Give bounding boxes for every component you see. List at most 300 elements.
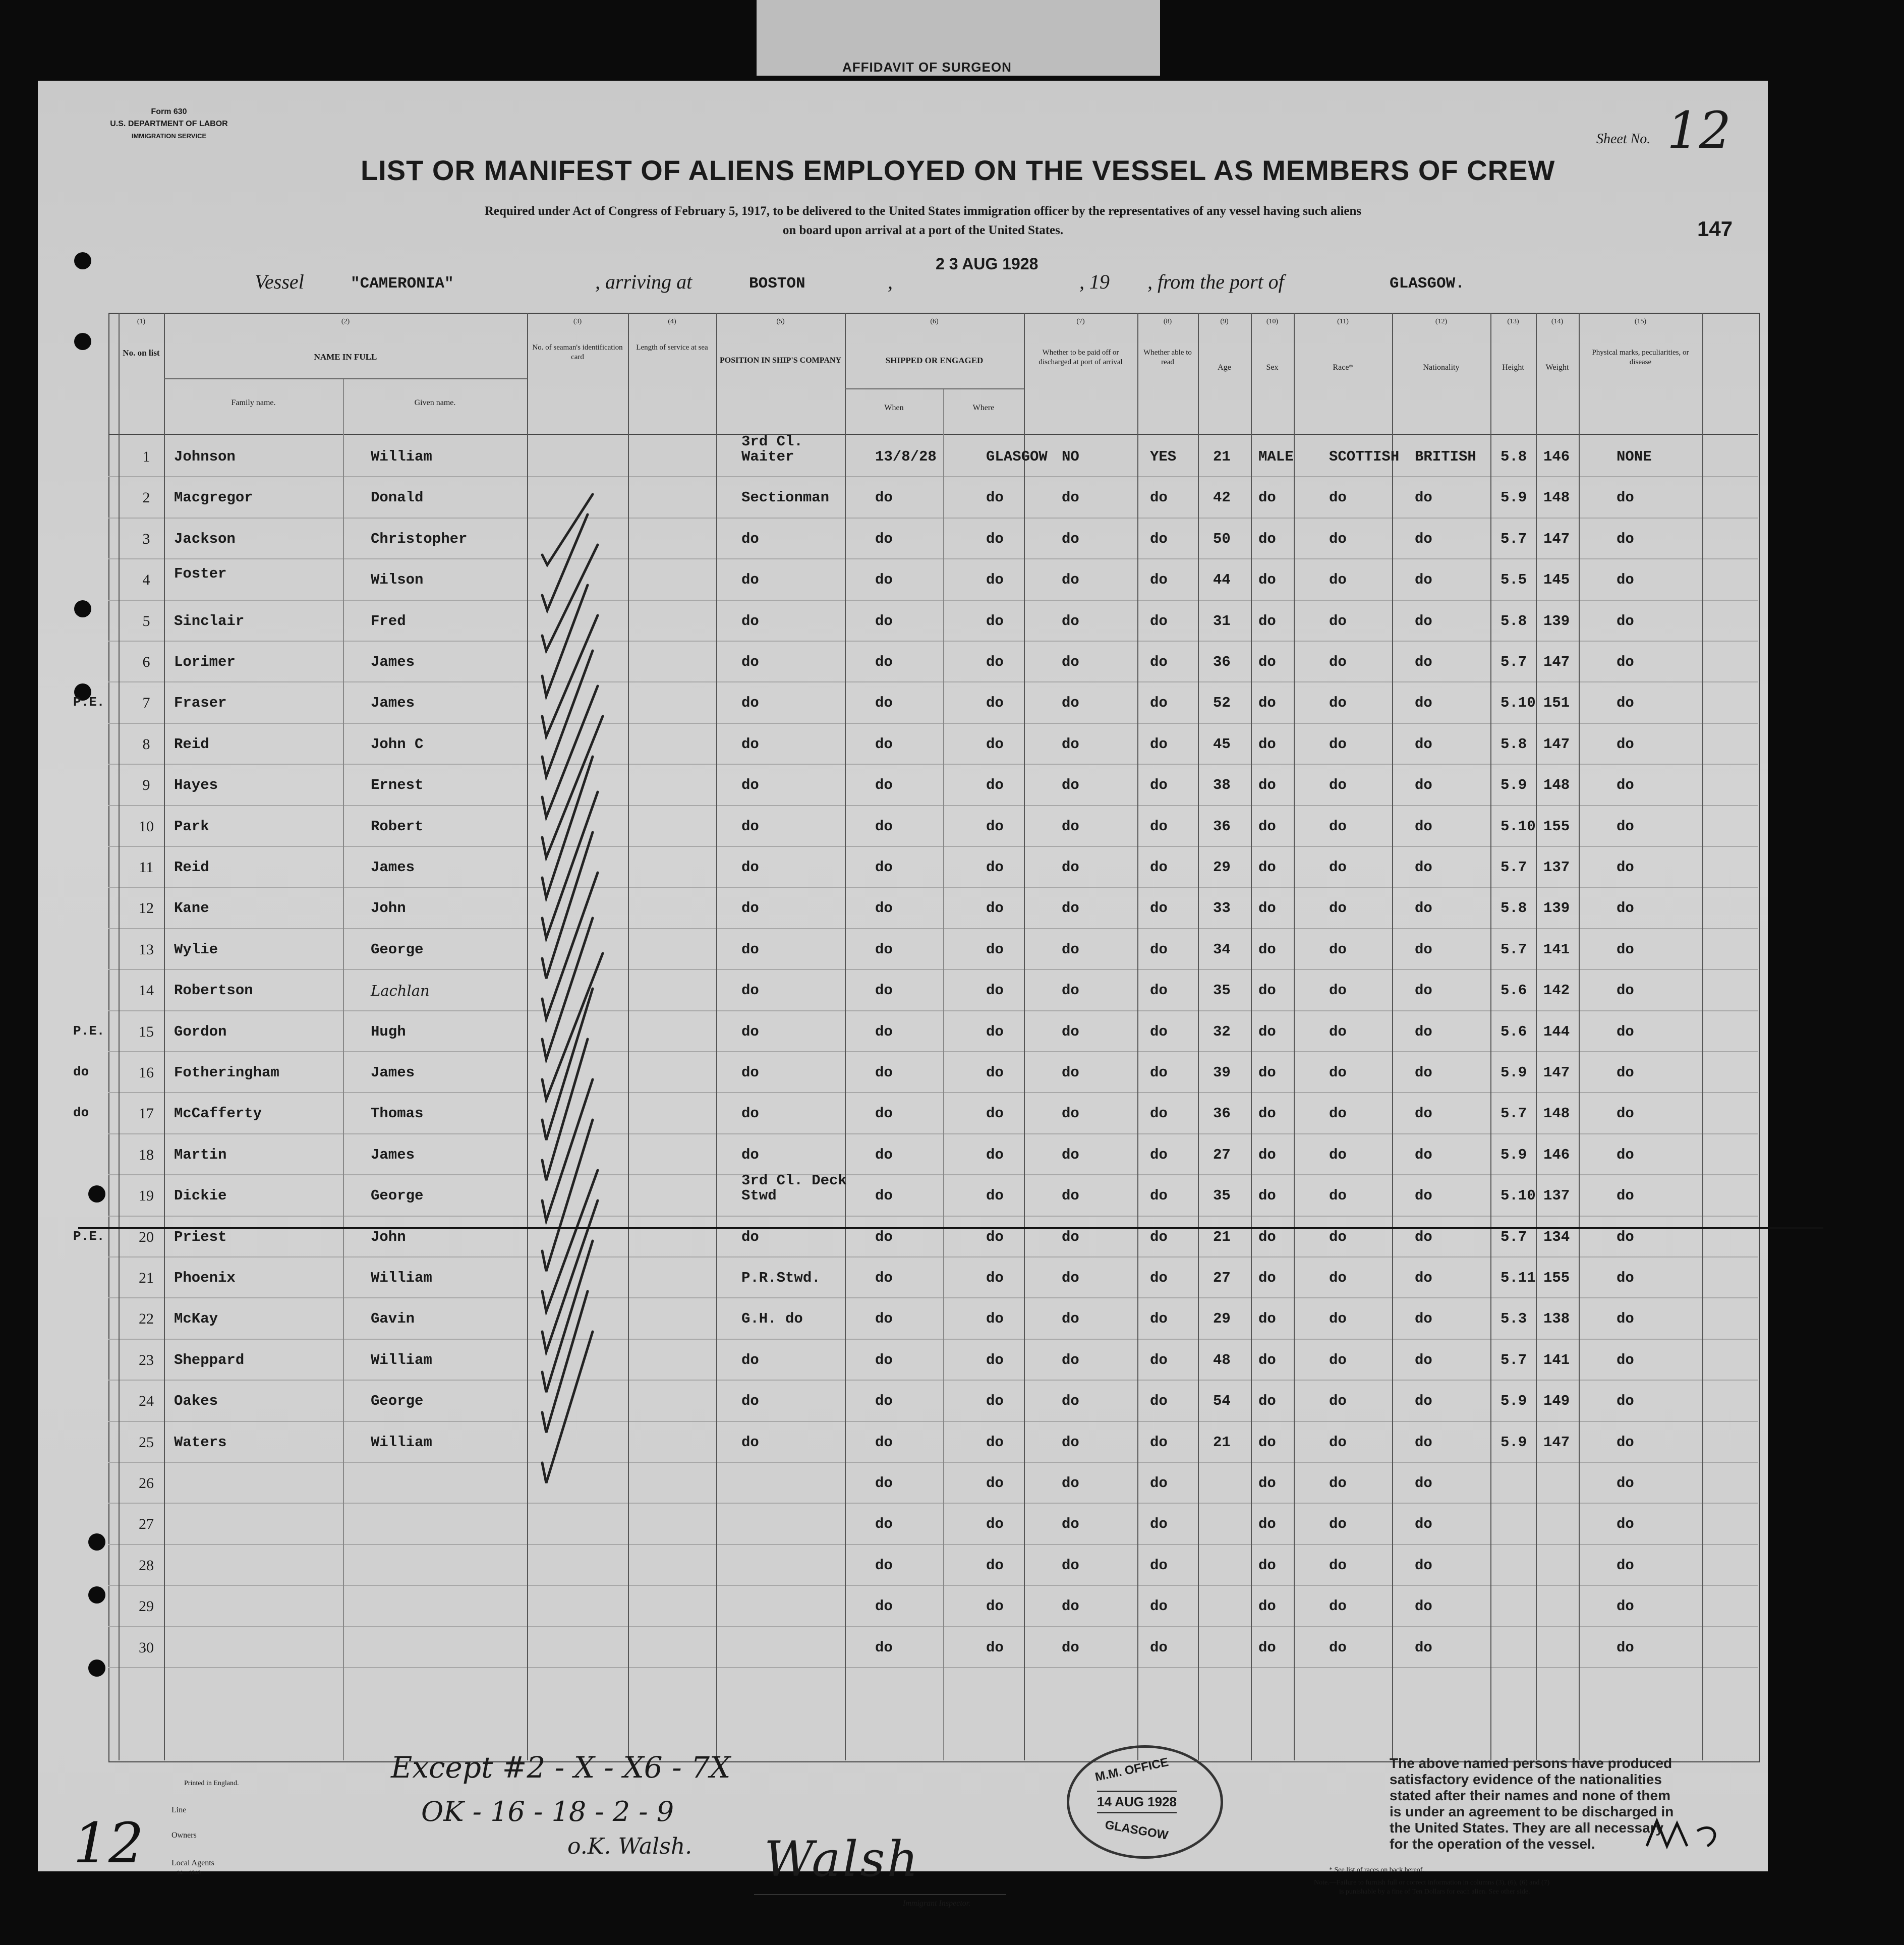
able-to-read: do xyxy=(1150,530,1168,547)
age: 27 xyxy=(1213,1270,1231,1286)
given-name: James xyxy=(371,859,415,876)
stamp-date: 14 AUG 1928 xyxy=(1097,1791,1177,1813)
nationality: do xyxy=(1415,1064,1432,1081)
paid-off: do xyxy=(1062,1023,1079,1040)
col-num: (7) xyxy=(1076,318,1085,325)
row-rule xyxy=(108,723,1758,724)
physical-marks: do xyxy=(1617,612,1634,630)
paid-off: do xyxy=(1062,735,1079,753)
col-num: (2) xyxy=(341,318,350,325)
page-number: 147 xyxy=(1697,217,1733,241)
column-divider xyxy=(628,313,629,1760)
physical-marks: do xyxy=(1617,818,1634,835)
height: 5.5 xyxy=(1501,571,1527,589)
ship-position: do xyxy=(741,735,759,753)
shipped-when: do xyxy=(875,1064,893,1081)
family-name: Phoenix xyxy=(174,1270,236,1286)
race: do xyxy=(1329,1023,1347,1040)
shipped-where: do xyxy=(986,1516,1004,1533)
shipped-when: do xyxy=(875,1187,893,1205)
weight: 148 xyxy=(1543,1105,1570,1122)
column-divider xyxy=(1024,313,1025,1760)
shipped-when: do xyxy=(875,982,893,999)
physical-marks: do xyxy=(1617,1228,1634,1245)
row-number: 2 xyxy=(142,489,150,506)
ship-position: do xyxy=(741,1228,759,1245)
able-to-read: do xyxy=(1150,695,1168,712)
sex: do xyxy=(1258,530,1276,547)
weight: 134 xyxy=(1543,1228,1570,1245)
shipped-where: do xyxy=(986,982,1004,999)
col-num: (1) xyxy=(137,318,146,325)
sex: do xyxy=(1258,818,1276,835)
row-rule xyxy=(108,928,1758,929)
age: 36 xyxy=(1213,818,1231,835)
given-name: Wilson xyxy=(371,571,424,589)
punch-hole xyxy=(74,333,91,350)
inspector-signature: Walsh xyxy=(764,1831,920,1887)
row-number: 12 xyxy=(139,900,154,917)
weight: 138 xyxy=(1543,1310,1570,1328)
left-margin-note: do xyxy=(73,1064,89,1079)
physical-marks: do xyxy=(1617,1187,1634,1205)
paid-off: do xyxy=(1062,489,1079,506)
row-number: 1 xyxy=(142,448,150,465)
paid-off: NO xyxy=(1062,448,1079,465)
shipped-when: do xyxy=(875,1434,893,1451)
manifest-subtitle xyxy=(255,202,1591,240)
family-name: Wylie xyxy=(174,941,218,958)
physical-marks: do xyxy=(1617,1516,1634,1533)
sex: do xyxy=(1258,941,1276,958)
ship-position: do xyxy=(741,1023,759,1040)
family-name: Reid xyxy=(174,735,209,753)
race: do xyxy=(1329,818,1347,835)
given-name: Ernest xyxy=(371,777,424,794)
family-name: Sheppard xyxy=(174,1351,245,1368)
sex: do xyxy=(1258,859,1276,876)
age: 54 xyxy=(1213,1393,1231,1410)
sex: do xyxy=(1258,1270,1276,1286)
shipped-subheader-line xyxy=(845,388,1024,389)
printed-in: Printed in England. xyxy=(184,1780,239,1787)
sex: do xyxy=(1258,612,1276,630)
shipped-when: do xyxy=(875,1310,893,1328)
family-name: Fraser xyxy=(174,695,227,712)
handwritten-except: Except #2 - X - X6 - 7X xyxy=(391,1750,731,1785)
able-to-read: do xyxy=(1150,1228,1168,1245)
paid-off: do xyxy=(1062,1434,1079,1451)
initials-mark xyxy=(1642,1811,1733,1856)
shipped-where: do xyxy=(986,1023,1004,1040)
inspector-label: Immigrant Inspector. xyxy=(903,1899,971,1908)
column-divider xyxy=(343,378,344,1760)
age: 44 xyxy=(1213,571,1231,589)
physical-marks: do xyxy=(1617,941,1634,958)
ship-position: do xyxy=(741,859,759,876)
row-rule xyxy=(108,1133,1758,1134)
age: 32 xyxy=(1213,1023,1231,1040)
shipped-when: do xyxy=(875,1475,893,1492)
sex: do xyxy=(1258,1310,1276,1328)
col-header-no: No. on list xyxy=(123,348,160,358)
able-to-read: do xyxy=(1150,1598,1168,1615)
certificate-line: is under an agreement to be discharged in xyxy=(1390,1804,1674,1819)
row-number: 13 xyxy=(139,941,154,958)
able-to-read: do xyxy=(1150,1064,1168,1081)
arrival-date-stamp: 2 3 AUG 1928 xyxy=(936,255,1038,273)
race: do xyxy=(1329,1270,1347,1286)
sex: do xyxy=(1258,777,1276,794)
race: do xyxy=(1329,1639,1347,1656)
row-rule xyxy=(108,805,1758,806)
paid-off: do xyxy=(1062,695,1079,712)
row-rule xyxy=(108,641,1758,642)
nationality: do xyxy=(1415,1105,1432,1122)
physical-marks: do xyxy=(1617,1270,1634,1286)
row-number: 27 xyxy=(139,1516,154,1533)
row-number: 29 xyxy=(139,1598,154,1615)
sheet-number: 12 xyxy=(1667,101,1732,160)
race: do xyxy=(1329,1475,1347,1492)
left-margin-note: do xyxy=(73,1105,89,1121)
left-margin-note: P.E. xyxy=(73,695,105,710)
weight: 155 xyxy=(1543,1270,1570,1286)
sheet-label: Sheet No. xyxy=(1596,131,1651,147)
shipped-where: do xyxy=(986,1064,1004,1081)
race: do xyxy=(1329,571,1347,589)
nationality: do xyxy=(1415,1516,1432,1533)
shipped-where: do xyxy=(986,777,1004,794)
shipped-when: do xyxy=(875,1598,893,1615)
row-number: 24 xyxy=(139,1393,154,1410)
shipped-when: do xyxy=(875,1146,893,1163)
height: 5.7 xyxy=(1501,654,1527,670)
given-name: William xyxy=(371,1351,432,1368)
able-to-read: do xyxy=(1150,941,1168,958)
nationality: do xyxy=(1415,695,1432,712)
paid-off: do xyxy=(1062,1475,1079,1492)
agents-label: Local Agents xyxy=(171,1859,214,1867)
row-rule xyxy=(108,1174,1758,1175)
able-to-read: do xyxy=(1150,1557,1168,1574)
ship-position: do xyxy=(741,1146,759,1163)
vessel-label: Vessel xyxy=(255,270,304,293)
row-rule xyxy=(108,1092,1758,1093)
paid-off: do xyxy=(1062,1598,1079,1615)
column-divider xyxy=(716,313,717,1760)
penalty-note-2: is punishable by a fine of Ten Dollars for each alien. See other side. xyxy=(1339,1888,1530,1896)
physical-marks: do xyxy=(1617,1639,1634,1656)
given-name: William xyxy=(371,448,432,465)
race: do xyxy=(1329,1310,1347,1328)
column-divider xyxy=(1251,313,1252,1760)
row-number: 16 xyxy=(139,1064,154,1081)
shipped-where: do xyxy=(986,859,1004,876)
able-to-read: do xyxy=(1150,1270,1168,1286)
shipped-when: do xyxy=(875,1351,893,1368)
race: do xyxy=(1329,1105,1347,1122)
paid-off: do xyxy=(1062,777,1079,794)
age: 27 xyxy=(1213,1146,1231,1163)
ship-position: do xyxy=(741,530,759,547)
physical-marks: do xyxy=(1617,1351,1634,1368)
race: do xyxy=(1329,1064,1347,1081)
col-num: (5) xyxy=(776,318,785,325)
row-rule xyxy=(108,476,1758,477)
paid-off: do xyxy=(1062,859,1079,876)
height: 5.7 xyxy=(1501,859,1527,876)
able-to-read: do xyxy=(1150,489,1168,506)
col-num: (4) xyxy=(668,318,676,325)
shipped-where: do xyxy=(986,1146,1004,1163)
given-name: James xyxy=(371,654,415,670)
given-name: Donald xyxy=(371,489,424,506)
row-rule xyxy=(108,681,1758,682)
nationality: do xyxy=(1415,1351,1432,1368)
ship-position: do xyxy=(741,1064,759,1081)
shipped-where: do xyxy=(986,489,1004,506)
weight: 137 xyxy=(1543,859,1570,876)
height: 5.9 xyxy=(1501,777,1527,794)
col-header-given: Given name. xyxy=(414,398,456,407)
height: 5.9 xyxy=(1501,1064,1527,1081)
shipped-when: do xyxy=(875,859,893,876)
shipped-when: do xyxy=(875,735,893,753)
physical-marks: do xyxy=(1617,489,1634,506)
row-number: 10 xyxy=(139,818,154,835)
family-name: Foster xyxy=(174,565,227,583)
able-to-read: do xyxy=(1150,1351,1168,1368)
ship-position: 3rd Cl. Waiter xyxy=(741,433,803,465)
column-divider xyxy=(119,313,120,1760)
able-to-read: do xyxy=(1150,1475,1168,1492)
given-name: Robert xyxy=(371,818,424,835)
family-name: McKay xyxy=(174,1310,218,1328)
shipped-when: do xyxy=(875,1393,893,1410)
given-name: John C xyxy=(371,735,424,753)
shipped-where: do xyxy=(986,735,1004,753)
age: 21 xyxy=(1213,1228,1231,1245)
ship-position: do xyxy=(741,654,759,670)
paid-off: do xyxy=(1062,1639,1079,1656)
ship-position: do xyxy=(741,1105,759,1122)
nationality: do xyxy=(1415,818,1432,835)
sex: do xyxy=(1258,1228,1276,1245)
family-name: Priest xyxy=(174,1228,227,1245)
col-header-where: Where xyxy=(972,404,995,412)
weight: 146 xyxy=(1543,1146,1570,1163)
given-name: James xyxy=(371,695,415,712)
nationality: BRITISH xyxy=(1415,448,1476,465)
able-to-read: do xyxy=(1150,1105,1168,1122)
height: 5.7 xyxy=(1501,1351,1527,1368)
family-name: Oakes xyxy=(174,1393,218,1410)
shipped-where: do xyxy=(986,900,1004,917)
race: do xyxy=(1329,1557,1347,1574)
subtitle-line-2: on board upon arrival at a port of the United States. xyxy=(782,223,1064,237)
col-header-height: Height xyxy=(1502,363,1524,372)
physical-marks: do xyxy=(1617,1434,1634,1451)
able-to-read: do xyxy=(1150,982,1168,999)
affidavit-heading: AFFIDAVIT OF SURGEON xyxy=(842,60,1012,75)
physical-marks: do xyxy=(1617,530,1634,547)
age: 38 xyxy=(1213,777,1231,794)
sex: do xyxy=(1258,1351,1276,1368)
weight: 141 xyxy=(1543,941,1570,958)
sex: do xyxy=(1258,1598,1276,1615)
race: do xyxy=(1329,489,1347,506)
given-name: Gavin xyxy=(371,1310,415,1328)
row-number: 6 xyxy=(142,654,150,670)
paid-off: do xyxy=(1062,530,1079,547)
age: 35 xyxy=(1213,1187,1231,1205)
height: 5.6 xyxy=(1501,982,1527,999)
ship-position: do xyxy=(741,1393,759,1410)
arrival-port: BOSTON xyxy=(749,275,805,293)
age: 36 xyxy=(1213,1105,1231,1122)
year-label: , 19 xyxy=(1079,270,1110,293)
row-rule xyxy=(108,969,1758,970)
shipped-where: do xyxy=(986,1105,1004,1122)
given-name: Fred xyxy=(371,612,406,630)
given-name: Thomas xyxy=(371,1105,424,1122)
family-name: Robertson xyxy=(174,982,253,999)
weight: 147 xyxy=(1543,1434,1570,1451)
race: do xyxy=(1329,1516,1347,1533)
height: 5.7 xyxy=(1501,530,1527,547)
physical-marks: do xyxy=(1617,571,1634,589)
certificate-line: satisfactory evidence of the nationalities xyxy=(1390,1771,1662,1787)
age: 48 xyxy=(1213,1351,1231,1368)
paid-off: do xyxy=(1062,982,1079,999)
ship-position: do xyxy=(741,818,759,835)
nationality: do xyxy=(1415,1393,1432,1410)
column-divider xyxy=(1392,313,1393,1760)
nationality: do xyxy=(1415,1557,1432,1574)
given-name: Hugh xyxy=(371,1023,406,1040)
family-name: Dickie xyxy=(174,1187,227,1205)
able-to-read: YES xyxy=(1150,448,1177,465)
form-header xyxy=(93,106,245,142)
col-header-service: Length of service at sea xyxy=(636,344,708,352)
row-number: 9 xyxy=(142,777,150,794)
able-to-read: do xyxy=(1150,818,1168,835)
shipped-where: do xyxy=(986,1351,1004,1368)
sex: do xyxy=(1258,489,1276,506)
given-name: George xyxy=(371,1187,424,1205)
stamp-top-text: M.M. OFFICE xyxy=(1093,1755,1170,1785)
row-number: 15 xyxy=(139,1023,154,1040)
race: do xyxy=(1329,654,1347,670)
row-rule xyxy=(108,1626,1758,1627)
certificate-line: the United States. They are all necessary xyxy=(1390,1820,1664,1836)
row-rule xyxy=(108,518,1758,519)
sex: MALE xyxy=(1258,448,1294,465)
sex: do xyxy=(1258,654,1276,670)
weight: 137 xyxy=(1543,1187,1570,1205)
family-name: Martin xyxy=(174,1146,227,1163)
family-name: McCafferty xyxy=(174,1105,262,1122)
age: 29 xyxy=(1213,859,1231,876)
from-port-label: , from the port of xyxy=(1147,270,1284,293)
able-to-read: do xyxy=(1150,571,1168,589)
row-number: 7 xyxy=(142,695,150,712)
col-header-age: Age xyxy=(1218,363,1231,372)
shipped-when: do xyxy=(875,777,893,794)
col-header-read: Whether able to read xyxy=(1143,349,1192,366)
row-number: 21 xyxy=(139,1270,154,1286)
able-to-read: do xyxy=(1150,1310,1168,1328)
race: do xyxy=(1329,941,1347,958)
shipped-when: do xyxy=(875,695,893,712)
shipped-where: do xyxy=(986,1598,1004,1615)
nationality: do xyxy=(1415,777,1432,794)
sex: do xyxy=(1258,695,1276,712)
physical-marks: do xyxy=(1617,654,1634,670)
weight: 141 xyxy=(1543,1351,1570,1368)
family-name: Park xyxy=(174,818,209,835)
sex: do xyxy=(1258,1187,1276,1205)
race: do xyxy=(1329,1393,1347,1410)
height: 5.7 xyxy=(1501,1228,1527,1245)
able-to-read: do xyxy=(1150,1434,1168,1451)
height: 5.8 xyxy=(1501,735,1527,753)
family-name: Gordon xyxy=(174,1023,227,1040)
nationality: do xyxy=(1415,1270,1432,1286)
weight: 139 xyxy=(1543,900,1570,917)
height: 5.9 xyxy=(1501,1434,1527,1451)
row-rule xyxy=(108,558,1758,559)
nationality: do xyxy=(1415,654,1432,670)
punch-hole xyxy=(74,252,91,269)
height: 5.6 xyxy=(1501,1023,1527,1040)
family-name: Johnson xyxy=(174,448,236,465)
sex: do xyxy=(1258,571,1276,589)
nationality: do xyxy=(1415,1146,1432,1163)
race: do xyxy=(1329,1187,1347,1205)
ship-position: do xyxy=(741,695,759,712)
row-rule xyxy=(108,1462,1758,1463)
comma-separator: , xyxy=(888,270,893,293)
nationality: do xyxy=(1415,489,1432,506)
nationality: do xyxy=(1415,530,1432,547)
col-num: (12) xyxy=(1435,318,1448,325)
sex: do xyxy=(1258,1105,1276,1122)
column-divider xyxy=(1579,313,1580,1760)
shipped-where: GLASGOW xyxy=(986,448,1048,465)
top-strip xyxy=(757,0,1160,76)
department-name: U.S. DEPARTMENT OF LABOR xyxy=(110,120,228,128)
row-number: 22 xyxy=(139,1310,154,1328)
ship-position: P.R.Stwd. xyxy=(741,1270,821,1286)
family-name: Kane xyxy=(174,900,209,917)
departure-port: GLASGOW. xyxy=(1390,275,1465,293)
column-divider xyxy=(845,313,846,1760)
shipped-when: do xyxy=(875,900,893,917)
weight: 147 xyxy=(1543,735,1570,753)
shipped-where: do xyxy=(986,530,1004,547)
physical-marks: do xyxy=(1617,1557,1634,1574)
form-number: Form 630 xyxy=(151,107,187,116)
row-rule xyxy=(108,1216,1758,1217)
height: 5.7 xyxy=(1501,1105,1527,1122)
sex: do xyxy=(1258,900,1276,917)
able-to-read: do xyxy=(1150,777,1168,794)
able-to-read: do xyxy=(1150,1639,1168,1656)
shipped-when: do xyxy=(875,1639,893,1656)
able-to-read: do xyxy=(1150,1516,1168,1533)
